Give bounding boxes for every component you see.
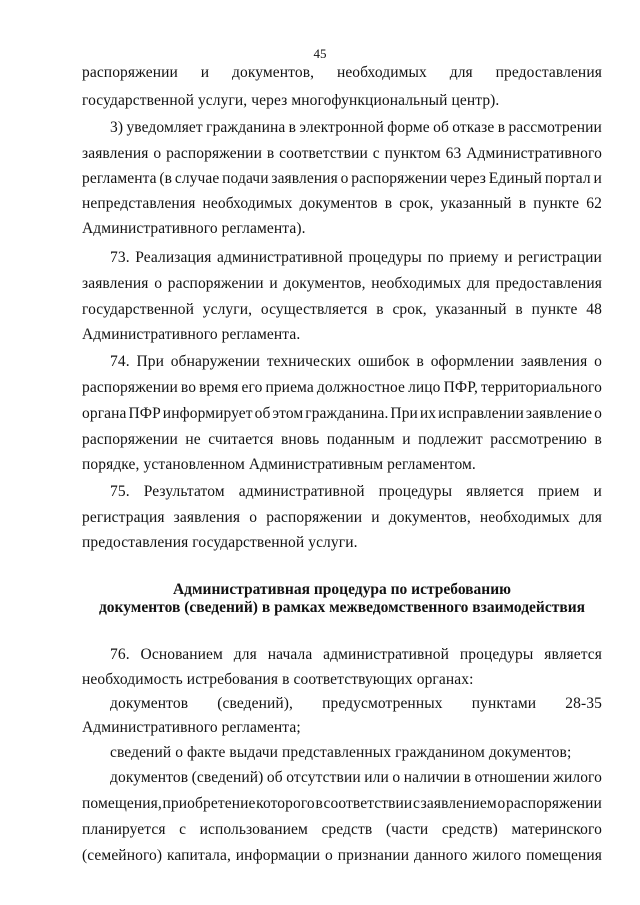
word: органа (82, 405, 127, 422)
word: по (427, 249, 444, 266)
word: услуги, (202, 301, 253, 318)
word: рассмотрению (490, 431, 587, 448)
word: признании (337, 847, 410, 864)
paragraph-line-12 (110, 352, 602, 372)
paragraph-line-3 (110, 118, 602, 138)
word: с (372, 145, 380, 162)
word: через (449, 170, 487, 187)
word: об (433, 119, 449, 136)
word: 28-35 (565, 695, 602, 712)
word: портал (544, 170, 591, 187)
word: предусмотренных (322, 695, 443, 712)
word: 3) (110, 119, 124, 136)
word: средств) (441, 821, 498, 838)
paragraph-76-line-8 (82, 820, 602, 840)
word: территориального (480, 379, 602, 396)
word: документов, (388, 509, 471, 526)
word: подачи (222, 170, 269, 187)
word: распоряжении (506, 795, 602, 812)
word: в (416, 353, 424, 370)
paragraph-line-5 (82, 169, 602, 189)
word: приема (265, 379, 314, 396)
paragraph-line-14 (82, 404, 602, 424)
word: гражданина. (305, 405, 389, 422)
word: с (179, 821, 187, 838)
word: заявления (82, 275, 149, 292)
word: в (463, 769, 472, 786)
word: отношении (474, 769, 550, 786)
word: о (325, 847, 333, 864)
word: документов (299, 195, 378, 212)
word: средств (321, 821, 373, 838)
word: и (402, 431, 411, 448)
word: пунктом (384, 145, 441, 162)
word: осуществляется (260, 301, 368, 318)
word: о (154, 275, 163, 292)
word: (сведений), (217, 695, 293, 712)
word: ошибок (357, 353, 410, 370)
paragraph-line-2: государственной услуги, через многофункциональный центр). (82, 92, 500, 109)
word: срок, (399, 195, 434, 212)
word: исправлении (438, 405, 524, 422)
word: время (199, 379, 239, 396)
word: планируется (82, 821, 166, 838)
word: наличии (403, 769, 461, 786)
word: ПФР, (443, 379, 478, 396)
word: оформлении (430, 353, 515, 370)
word: 62 (586, 195, 602, 212)
paragraph-line-7: Административного регламента). (82, 220, 306, 237)
word: распоряжении (166, 145, 262, 162)
word: предоставления (495, 275, 602, 292)
paragraph-line-18 (82, 508, 602, 528)
paragraph-76-line-2: необходимость истребования в соответствующих органах: (82, 671, 474, 688)
word: технических (266, 353, 352, 370)
paragraph-76-line-9 (82, 846, 602, 866)
word: и (269, 275, 278, 292)
word: о (594, 353, 602, 370)
paragraph-line-4 (82, 144, 602, 164)
word: документов, (232, 64, 315, 81)
word: информирует (162, 405, 253, 422)
word: указанный (440, 195, 512, 212)
word: административной (238, 483, 365, 500)
word: Административного (466, 145, 602, 162)
word: распоряжении (82, 431, 178, 448)
paragraph-line-6 (82, 194, 602, 214)
word: ПФР (128, 405, 161, 422)
word: необходимых (479, 509, 570, 526)
word: информации (235, 847, 321, 864)
word: заявления (173, 509, 241, 526)
word: которого (256, 795, 315, 812)
section-heading-line-1: Административная процедура по истребованию (172, 581, 512, 598)
page-number: 45 (313, 46, 327, 61)
word: Единый (488, 170, 543, 187)
word: заявление (525, 405, 593, 422)
word: начала (267, 646, 313, 663)
word: и (504, 249, 513, 266)
word: гражданина (206, 119, 286, 136)
word: указанный (435, 301, 507, 318)
word: При (390, 405, 418, 422)
word: об (266, 769, 283, 786)
word: заявления (520, 353, 588, 370)
word: 74. (110, 353, 130, 370)
word: жилого (553, 769, 602, 786)
paragraph-76-line-4: Административного регламента; (82, 719, 301, 736)
word: приему (449, 249, 499, 266)
word: пунктами (471, 695, 537, 712)
word: в (376, 301, 384, 318)
word: форме (387, 119, 430, 136)
word: рассмотрении (508, 119, 602, 136)
word: отказе (452, 119, 495, 136)
word: не (185, 431, 201, 448)
word: в (288, 119, 297, 136)
word: необходимых (371, 275, 462, 292)
word: в (315, 795, 323, 812)
word: административной (323, 646, 450, 663)
word: о (340, 170, 349, 187)
word: Реализация (135, 249, 212, 266)
word: административной (217, 249, 343, 266)
word: пункте (533, 195, 580, 212)
word: 76. (110, 646, 130, 663)
word: в (497, 119, 506, 136)
word: документов (110, 769, 189, 786)
word: 48 (586, 301, 602, 318)
word: 75. (110, 483, 130, 500)
paragraph-76-line-5: сведений о факте выдачи представленных гражданином документов; (110, 744, 572, 761)
word: регистрации (518, 249, 602, 266)
paragraph-line-17 (110, 482, 602, 502)
word: данного (414, 847, 468, 864)
word: (в (159, 170, 173, 187)
word: случае (174, 170, 220, 187)
word: о (392, 769, 401, 786)
word: процедуры (378, 483, 453, 500)
word: вновь (281, 431, 320, 448)
word: и (371, 509, 380, 526)
word: соответствии (323, 795, 413, 812)
paragraph-line-19: предоставления государственной услуги. (82, 534, 358, 551)
word: жилого (472, 847, 522, 864)
paragraph-line-9 (82, 274, 602, 294)
word: с (413, 795, 420, 812)
word: (семейного) (82, 847, 163, 864)
word: для (233, 646, 257, 663)
paragraph-line-8 (110, 248, 602, 268)
word: 73. (110, 249, 130, 266)
paragraph-line-16: порядке, установленном Административным регламентом. (82, 456, 476, 473)
word: для (466, 275, 490, 292)
word: процедуры (348, 249, 422, 266)
word: распоряжении (82, 64, 178, 81)
word: этом (272, 405, 304, 422)
word: в (515, 301, 523, 318)
word: распоряжении (82, 379, 178, 396)
word: заявлением (420, 795, 497, 812)
word: и (200, 64, 210, 81)
word: распоряжении (351, 170, 448, 187)
word: распоряжении (167, 275, 264, 292)
paragraph-76-line-6 (110, 768, 602, 788)
word: уведомляет (126, 119, 203, 136)
word: их (419, 405, 437, 422)
word: приобретение (162, 795, 256, 812)
word: При (136, 353, 164, 370)
word: во (180, 379, 197, 396)
word: о (153, 145, 162, 162)
paragraph-line-1 (82, 63, 602, 83)
word: использованием (199, 821, 308, 838)
word: капитала, (166, 847, 231, 864)
word: Результатом (143, 483, 225, 500)
word: прием (537, 483, 580, 500)
word: помещения (526, 847, 602, 864)
word: для (578, 509, 602, 526)
word: о (594, 405, 602, 422)
word: электронной (299, 119, 384, 136)
word: в (266, 145, 275, 162)
word: обнаружении (170, 353, 261, 370)
word: лицо (408, 379, 441, 396)
word: регламента (82, 170, 157, 187)
word: процедуры (459, 646, 534, 663)
word: для (449, 64, 473, 81)
word: считается (208, 431, 274, 448)
word: срок, (392, 301, 427, 318)
word: о (249, 509, 258, 526)
section-heading-line-2: документов (сведений) в рамках межведомственного взаимодействия (98, 599, 586, 616)
paragraph-76-line-1 (110, 645, 602, 665)
word: об (254, 405, 271, 422)
word: регистрация (82, 509, 165, 526)
word: отсутствии (286, 769, 361, 786)
word: должностное (316, 379, 406, 396)
word: документов, (283, 275, 366, 292)
word: пункте (531, 301, 578, 318)
word: соответствии (279, 145, 368, 162)
word: и (593, 170, 602, 187)
paragraph-line-10 (82, 300, 602, 320)
word: документов (110, 695, 189, 712)
word: подлежит (418, 431, 483, 448)
word: помещения, (82, 795, 162, 812)
word: в (384, 195, 393, 212)
word: 63 (445, 145, 462, 162)
word: Основанием (140, 646, 223, 663)
word: (сведений) (191, 769, 264, 786)
word: непредставления (82, 195, 196, 212)
word: и (593, 483, 602, 500)
word: заявления (82, 145, 149, 162)
word: является (544, 646, 602, 663)
paragraph-76-line-7 (82, 794, 602, 814)
word: государственной (82, 301, 194, 318)
word: необходимых (202, 195, 293, 212)
word: заявления (271, 170, 338, 187)
word: поданным (326, 431, 395, 448)
paragraph-line-11: Административного регламента. (82, 326, 301, 343)
word: о (497, 795, 506, 812)
word: в (518, 195, 527, 212)
paragraph-line-15 (82, 430, 602, 450)
word: необходимых (336, 64, 427, 81)
word: материнского (511, 821, 602, 838)
word: является (466, 483, 524, 500)
paragraph-line-13 (82, 378, 602, 398)
paragraph-76-line-3 (110, 694, 602, 714)
word: в (594, 431, 602, 448)
word: или (364, 769, 389, 786)
word: предоставления (495, 64, 602, 81)
word: его (241, 379, 263, 396)
word: распоряжении (266, 509, 363, 526)
word: (части (385, 821, 429, 838)
